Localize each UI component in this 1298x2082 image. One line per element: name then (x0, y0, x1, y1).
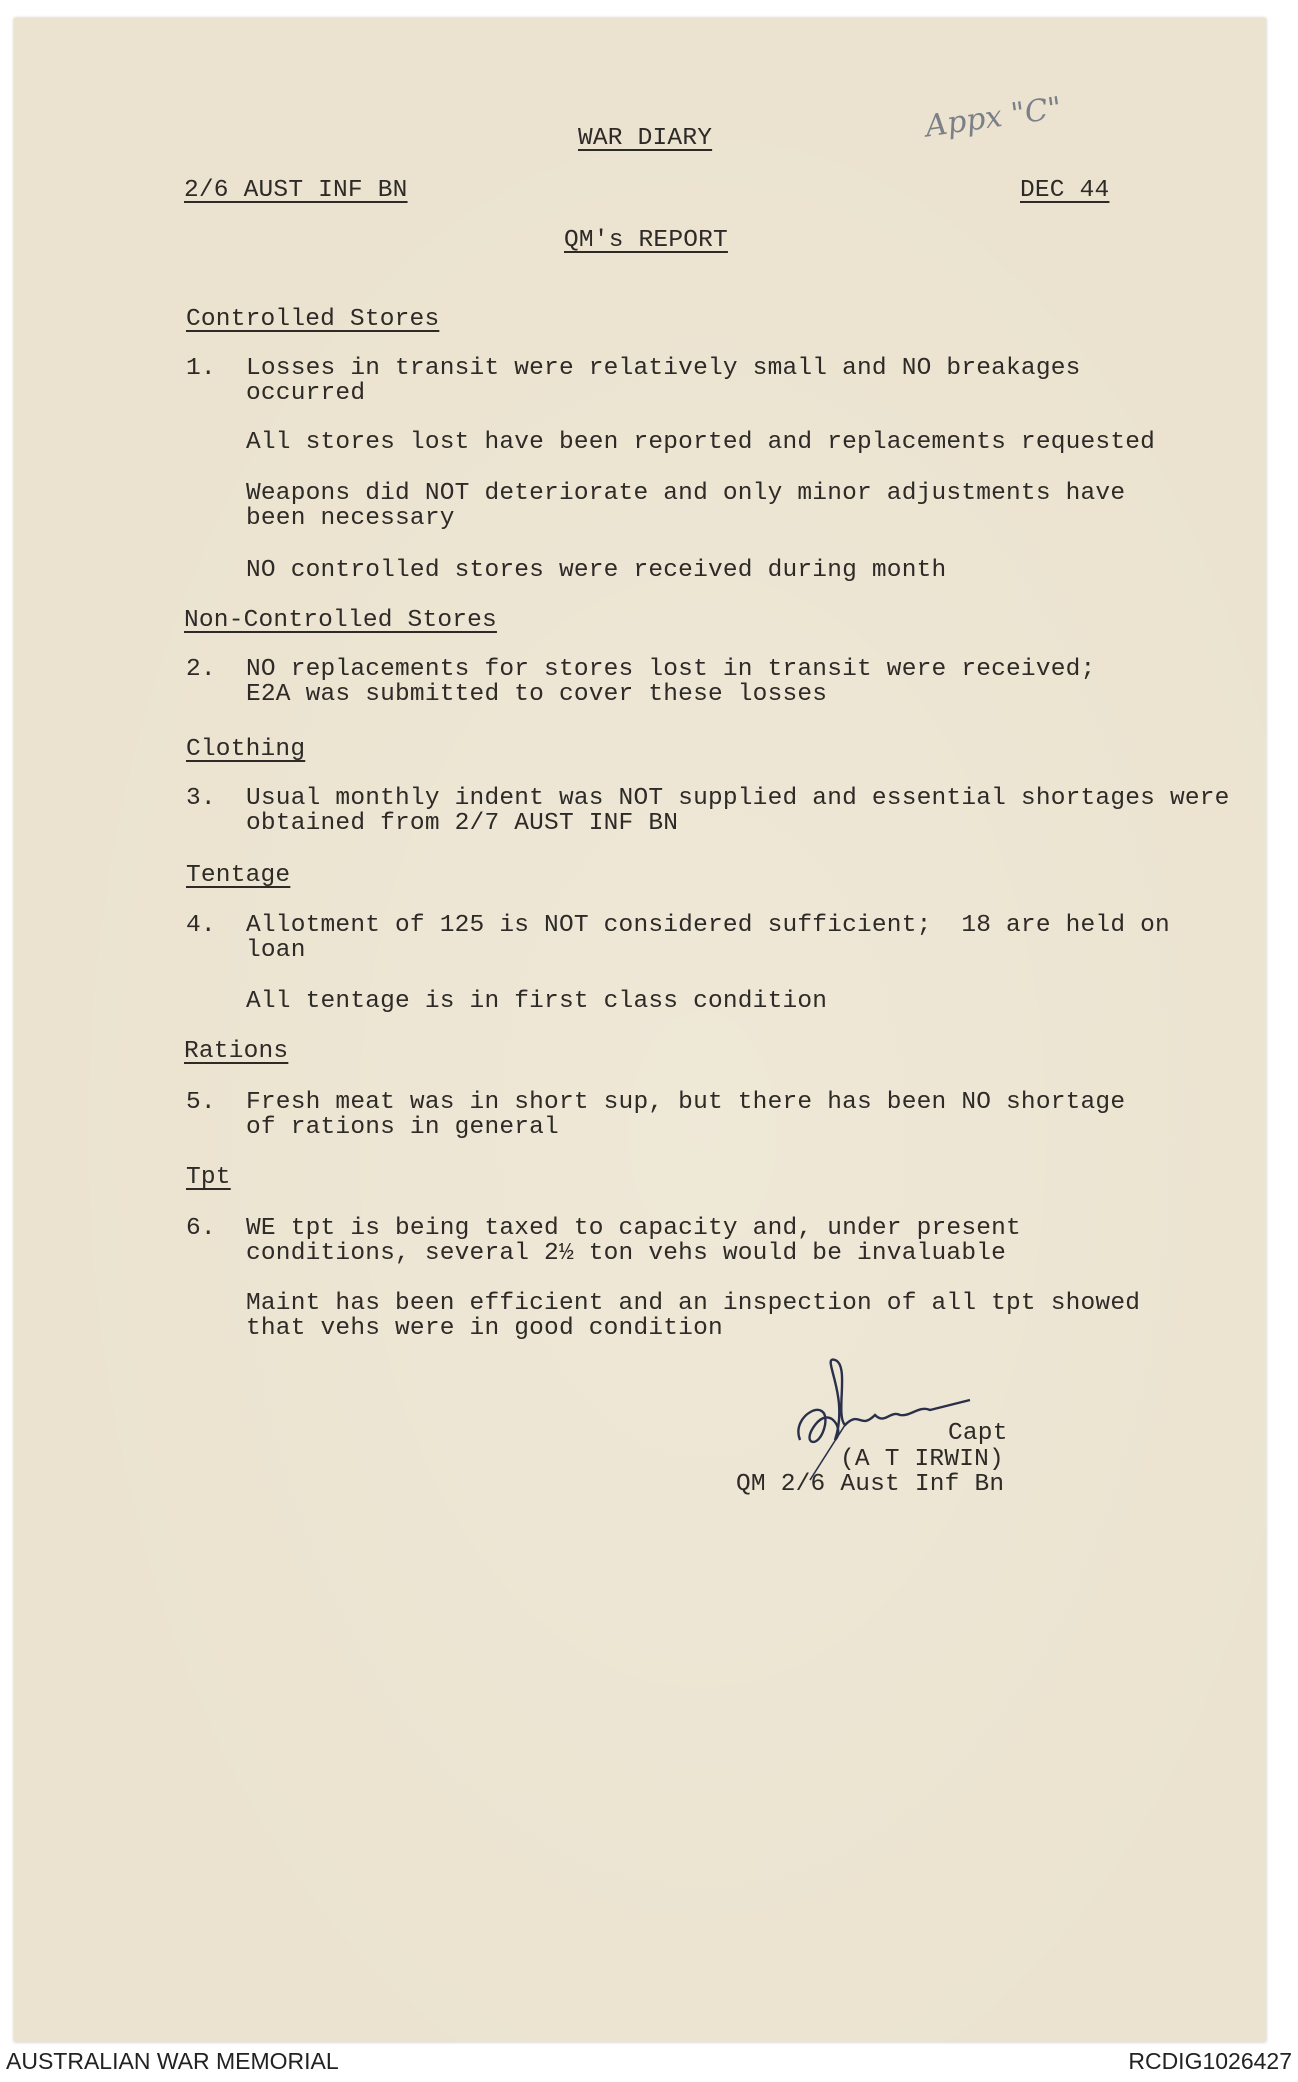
section-heading: Clothing (186, 736, 306, 763)
para-number: 1. (186, 355, 216, 382)
footer-institution: AUSTRALIAN WAR MEMORIAL (6, 2048, 339, 2074)
document-date: DEC 44 (1020, 177, 1110, 204)
para-number: 6. (186, 1215, 216, 1242)
paragraph: All stores lost have been reported and replacements requested (246, 429, 1156, 456)
paragraph: Maint has been efficient and an inspection of all tpt showed that vehs were in good condition (246, 1290, 1141, 1342)
section-heading: Rations (184, 1038, 289, 1065)
handwritten-annotation: Appx "C" (923, 90, 1064, 145)
para-number: 2. (186, 656, 216, 683)
para-number: 3. (186, 785, 216, 812)
paragraph: Fresh meat was in short sup, but there has been NO shortage of rations in general (246, 1089, 1126, 1141)
paragraph: NO replacements for stores lost in transit were received; E2A was submitted to cover these losses (246, 656, 1096, 708)
paragraph: NO controlled stores were received during month (246, 557, 947, 584)
section-heading: Tpt (186, 1164, 231, 1191)
para-number: 5. (186, 1089, 216, 1116)
signatory-name: (A T IRWIN) (840, 1446, 1004, 1473)
report-title: QM's REPORT (564, 227, 728, 254)
paragraph: Allotment of 125 is NOT considered sufficient; 18 are held on loan (246, 912, 1170, 964)
document-title: WAR DIARY (578, 125, 713, 152)
paragraph: WE tpt is being taxed to capacity and, under present conditions, several 2½ ton vehs would be invaluable (246, 1215, 1021, 1267)
signatory-appointment: QM 2/6 Aust Inf Bn (736, 1471, 1005, 1498)
signatory-rank: Capt (948, 1420, 1008, 1447)
section-heading: Controlled Stores (186, 306, 440, 333)
section-heading: Non-Controlled Stores (184, 607, 497, 634)
section-heading: Tentage (186, 862, 291, 889)
paragraph: All tentage is in first class condition (246, 988, 828, 1015)
paragraph: Usual monthly indent was NOT supplied and essential shortages were obtained from 2/7 AUST INF BN (246, 785, 1230, 837)
paragraph: Weapons did NOT deteriorate and only minor adjustments have been necessary (246, 480, 1126, 532)
unit-name: 2/6 AUST INF BN (184, 177, 408, 204)
para-number: 4. (186, 912, 216, 939)
footer-catalogue-id: RCDIG1026427 (1128, 2048, 1292, 2074)
paragraph: Losses in transit were relatively small and NO breakages occurred (246, 355, 1081, 407)
